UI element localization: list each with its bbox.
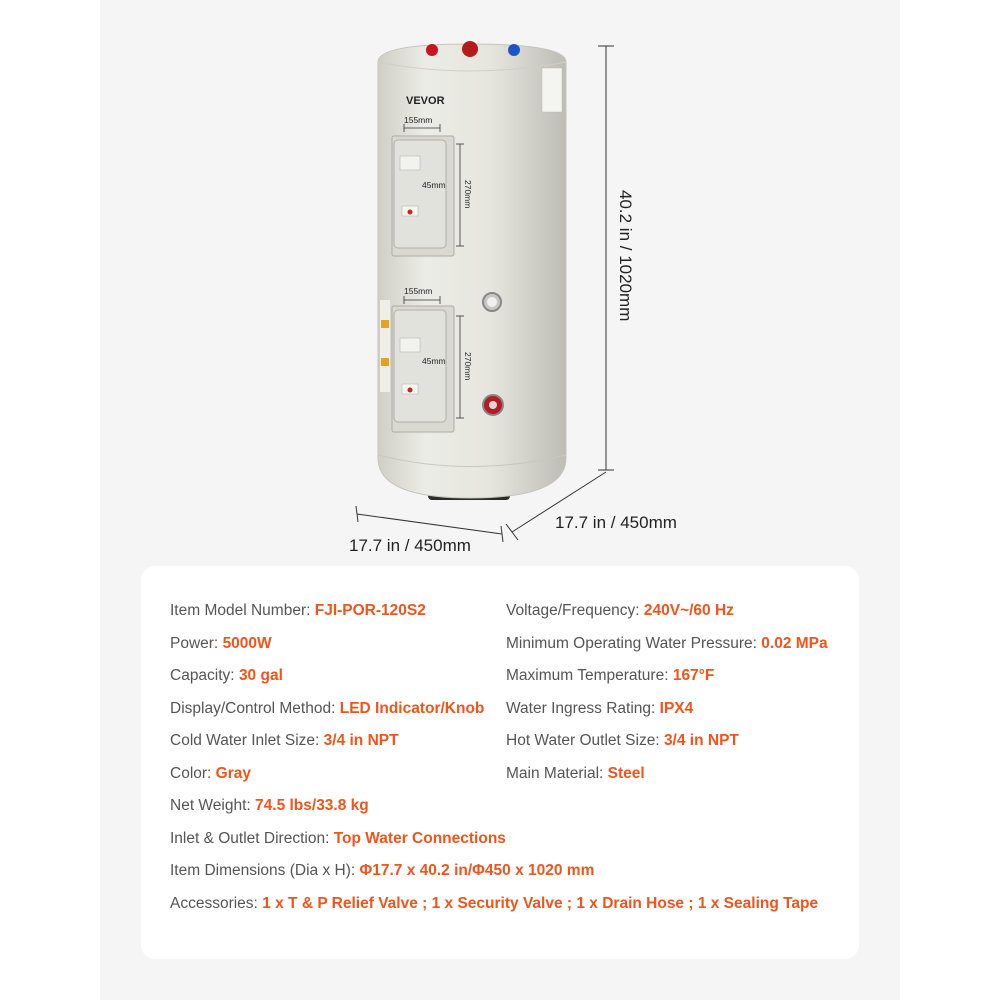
brand-logo: VEVOR [406, 95, 445, 107]
lower-panel-height-label: 270mm [463, 352, 473, 381]
width-label: 17.7 in / 450mm [349, 536, 471, 555]
spec-material: Main Material: Steel [506, 765, 645, 782]
spec-voltage: Voltage/Frequency: 240V~/60 Hz [506, 602, 734, 619]
relief-valve-fitting [462, 41, 478, 57]
spec-color: Color: Gray [170, 765, 252, 782]
upper-panel-offset-label: 45mm [422, 180, 446, 190]
lower-thermostat-cover [394, 310, 446, 422]
depth-label: 17.7 in / 450mm [555, 513, 677, 532]
spec-ingress: Water Ingress Rating: IPX4 [506, 700, 694, 717]
spec-model: Item Model Number: FJI-POR-120S2 [170, 602, 426, 619]
spec-item-dimensions: Item Dimensions (Dia x H): Φ17.7 x 40.2 in/Φ450 x 1020 mm [170, 862, 595, 879]
height-label: 40.2 in / 1020mm [616, 190, 635, 322]
lower-panel-width-label: 155mm [404, 286, 433, 296]
upper-panel-height-label: 270mm [463, 180, 473, 209]
lower-panel-offset-label: 45mm [422, 356, 446, 366]
spec-display: Display/Control Method: LED Indicator/Knob [170, 700, 485, 717]
upper-panel-width-label: 155mm [404, 115, 433, 125]
spec-hot-outlet: Hot Water Outlet Size: 3/4 in NPT [506, 732, 739, 749]
spec-max-temp: Maximum Temperature: 167°F [506, 667, 715, 684]
width-dimension-line [357, 514, 502, 534]
spec-accessories: Accessories: 1 x T & P Relief Valve ; 1 x Security Valve ; 1 x Drain Hose ; 1 x Sealing Tape [170, 895, 819, 912]
spec-weight: Net Weight: 74.5 lbs/33.8 kg [170, 797, 369, 814]
spec-cold-inlet: Cold Water Inlet Size: 3/4 in NPT [170, 732, 399, 749]
spec-power: Power: 5000W [170, 635, 272, 652]
cold-water-fitting [508, 44, 520, 56]
spec-capacity: Capacity: 30 gal [170, 667, 283, 684]
spec-pressure: Minimum Operating Water Pressure: 0.02 MPa [506, 635, 828, 652]
hot-water-fitting [426, 44, 438, 56]
spec-direction: Inlet & Outlet Direction: Top Water Connections [170, 830, 506, 847]
